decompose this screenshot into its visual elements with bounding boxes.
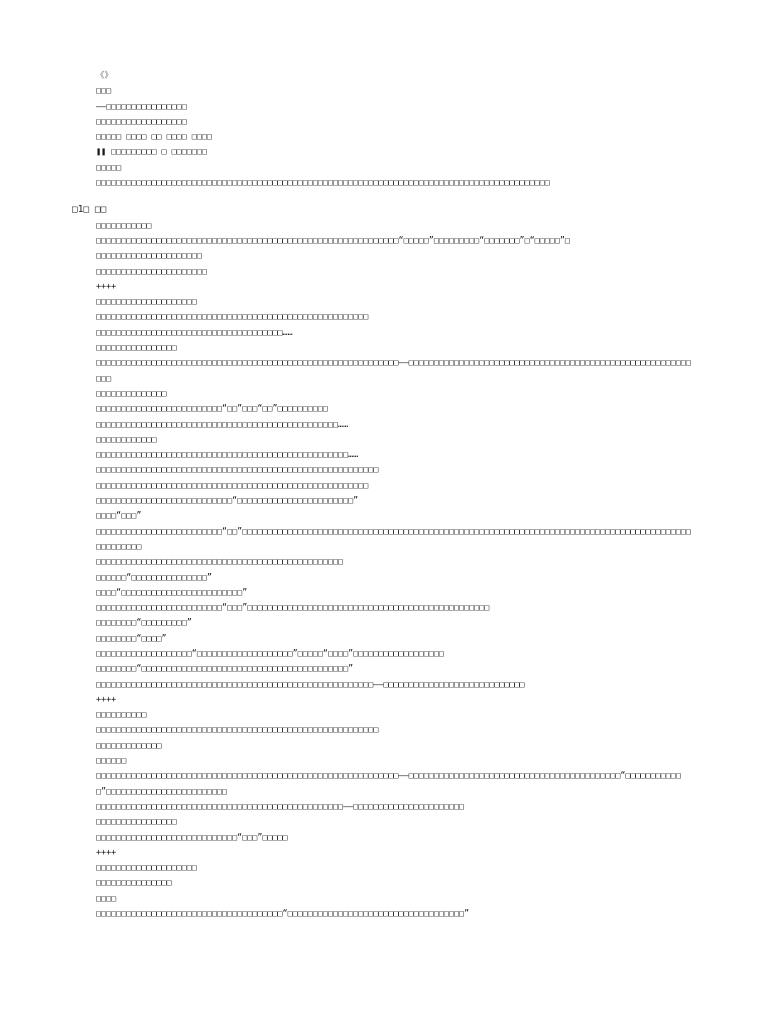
chapter-title: □1□ □□ xyxy=(72,204,107,216)
paragraph-line: □□□□□□□□□□□□□□ xyxy=(96,387,167,398)
paragraph-line: □□□□□□□□□□□□□□□□□□□□□□□□□□□□□□□□□□□□□□□□□□□□□□□□□□□□□□ xyxy=(96,311,369,322)
paragraph-line: □□□□□□□□□□□□□□□□□□□□□□□□□“□□”□□□□□□□□□□□□□□□□□□□□□□□□□□□□□□□□□□□□□□□□□□□□□□□□□□□□□□□□□□□□□□□□□□□□□□□□□□□□□□□□□□□□□□□□□□□□□□□□□□ xyxy=(96,525,691,551)
paragraph-line: □□□□□□□□□□□□□□□□□□□“□□□□□□□□□□□□□□□□□□□”□□□□□“□□□□”□□□□□□□□□□□□□□□□□□ xyxy=(96,647,444,658)
header-line: 《》 xyxy=(96,70,113,80)
paragraph-line: □□□□□□□□□□□□□□□□□□□□□□□□□□□□“□□□”□□□□□ xyxy=(96,831,288,842)
paragraph-line: □□□□□□□□□□□□□□□□□□□□□□□□□□□□□□□□□□□□□□□□□□□□□□□□□□□□□□□□ xyxy=(96,464,379,475)
header-line: ❚❚ □□□□□□□□□ □ □□□□□□□ xyxy=(96,146,207,157)
paragraph-line: ++++ xyxy=(96,693,117,704)
paragraph-line: □□□□□□□□□□□□□□□□□□□□□□□□□“□□□”□□□□□□□□□□□□□□□□□□□□□□□□□□□□□□□□□□□□□□□□□□□□□□□□ xyxy=(96,602,490,613)
paragraph-line: □□□□□□ xyxy=(96,755,127,766)
paragraph-line: □□□□□□□□□□□□□□□□□□□□□□□□□□□□□□□□□□□□□□□□□□□□□□□□□□□□□□ xyxy=(96,479,369,490)
paragraph-line: □□□□□□□□□□□ xyxy=(96,219,152,230)
paragraph-line: □□□□□□□□□□□□□□□ xyxy=(96,877,172,888)
paragraph-line: □□□□□□□□□□□□□□□□□□□□□□□□□□□□□□□□□□□□□“□□□□□□□□□□□□□□□□□□□□□□□□□□□□□□□□□□□” xyxy=(96,908,470,919)
paragraph-line: □□□□□□□□□□□□□□□□□□□□□□ xyxy=(96,265,207,276)
section-gap xyxy=(72,190,692,202)
paragraph-line: □□□□□□□□□□□□□□□□□□□□□ xyxy=(96,250,202,261)
paragraph-line: □□□□□□□□□□□□□□□□□□□□□□□□□□□□□□□□□□□□□□□□□□□□□□□□□□□□□□□——□□□□□□□□□□□□□□□□□□□□□□□□□□□□ xyxy=(96,678,525,689)
header-line: □□□□□□□□□□□□□□□□□□□□□□□□□□□□□□□□□□□□□□□□□□□□□□□□□□□□□□□□□□□□□□□□□□□□□□□□□□□□□□□□□□□□□□□□□□ xyxy=(96,177,550,188)
paragraph-line: □□□□□□□□□□□□□□□□□□□□□□□□□□□□□□□□□□□□□□□□□□□□□□□□□——□□□□□□□□□□□□□□□□□□□□□□ xyxy=(96,800,465,811)
paragraph-line: □□□□□□□□“□□□□” xyxy=(96,632,167,643)
paragraph-line: □□□□□□□□□□ xyxy=(96,709,147,720)
paragraph-line: □□□□□□□□□□□□□□□□□□□□□□□□□□□□□□□□□□□□□□□□□□□□□□□□□□□□□□□□□□□□——□□□□□□□□□□□□□□□□□□□□□□□□□□□□□□□□□□□□□□□□□□“□□□□□□□□□□□□”□□□□□□□□□□□□□□□□□□□□□□□□ xyxy=(96,770,681,796)
document-body xyxy=(72,218,692,922)
paragraph-line: □□□□□□□□□□□□□□□□□□□□□□□□□□□□□□□□□□□□□□□□□□□□□□□□□□□□□□□□□□□□——□□□□□□□□□□□□□□□□□□□□□□□□□□□□□□□□□□□□□□□□□□□□□□□□□□□□□□□□□□□ xyxy=(96,357,691,383)
paragraph-line: □□□□□□□□□□□□□□□□□□□□ xyxy=(96,296,197,307)
paragraph-line: □□□□□□□□□□□□□□□□□□□□ xyxy=(96,862,197,873)
paragraph-line: □□□□□□□□□□□□□□□□□□□□□□□□□□□□□□□□□□□□□…… xyxy=(96,326,293,337)
paragraph-line: □□□□“□□□” xyxy=(96,510,142,521)
paragraph-line: □□□□ xyxy=(96,892,117,903)
header-line: □□□□□ xyxy=(96,161,122,172)
header-line: □□□ xyxy=(96,85,112,96)
header-line: □□□□□□□□□□□□□□□□□□ xyxy=(96,115,187,126)
document-page xyxy=(72,68,692,921)
paragraph-line: □□□□□□□□□□□□□□□□□□□□□□□□□□□□□□□□□□□□□□□□□□□□□□□□…… xyxy=(96,418,349,429)
document-header xyxy=(72,68,692,190)
paragraph-line: □□□□□□□□□□□□□□□□ xyxy=(96,816,177,827)
header-line: ——□□□□□□□□□□□□□□□□ xyxy=(96,100,187,111)
paragraph-line: □□□□□□□□□□□□□□□□ xyxy=(96,342,177,353)
paragraph-line: □□□□□□“□□□□□□□□□□□□□□□” xyxy=(96,571,212,582)
paragraph-line: □□□□□□□□□□□□□□□□□□□□□□□□□□□“□□□□□□□□□□□□□□□□□□□□□□□” xyxy=(96,495,359,506)
paragraph-line: □□□□□□□□□□□□□□□□□□□□□□□□□□□□□□□□□□□□□□□□□□□□□□□□□ xyxy=(96,556,344,567)
paragraph-line: □□□□□□□□□□□□□ xyxy=(96,739,162,750)
paragraph-line: □□□□□□□□□□□□□□□□□□□□□□□□□□□□□□□□□□□□□□□□□□□□□□□□□□□□□□□□ xyxy=(96,724,379,735)
paragraph-line: ++++ xyxy=(96,846,117,857)
paragraph-line: □□□□□□□□□□□□□□□□□□□□□□□□□□□□□□□□□□□□□□□□□□□□□□□□□□□□□□□□□□□□“□□□□□”□□□□□□□□□“□□□□□□□”□“□□□□□”□ xyxy=(96,234,570,245)
paragraph-line: □□□□□□□□“□□□□□□□□□□□□□□□□□□□□□□□□□□□□□□□□□□□□□□□□□” xyxy=(96,663,354,674)
header-line: □□□□□ □□□□ □□ □□□□ □□□□ xyxy=(96,131,212,142)
paragraph-line: □□□□□□□□□□□□□□□□□□□□□□□□□“□□”□□□“□□”□□□□□□□□□□ xyxy=(96,403,328,414)
paragraph-line: □□□□□□□□□□□□ xyxy=(96,433,157,444)
paragraph-line: □□□□□□□□“□□□□□□□□□” xyxy=(96,617,192,628)
paragraph-line: ++++ xyxy=(96,280,117,291)
paragraph-line: □□□□“□□□□□□□□□□□□□□□□□□□□□□□□” xyxy=(96,586,248,597)
paragraph-line: □□□□□□□□□□□□□□□□□□□□□□□□□□□□□□□□□□□□□□□□□□□□□□□□□□…… xyxy=(96,449,359,460)
